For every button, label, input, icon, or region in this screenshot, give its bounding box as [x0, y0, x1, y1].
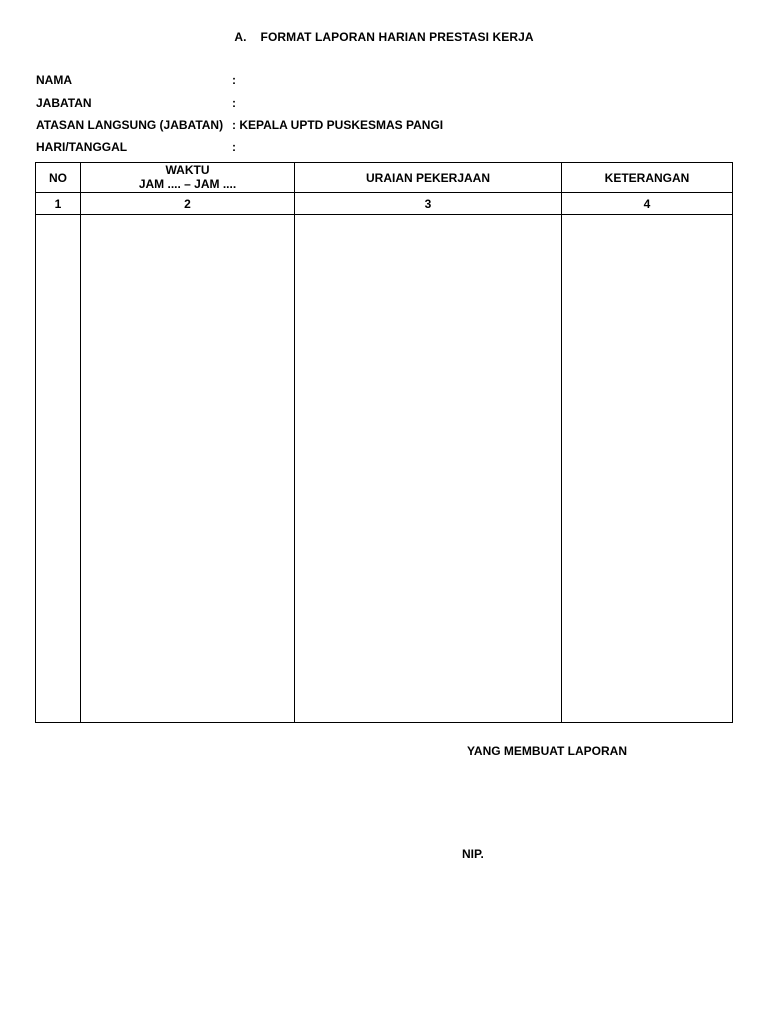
- info-value-hari-tanggal: :: [232, 140, 236, 154]
- column-number-1: [36, 193, 80, 214]
- title-text: FORMAT LAPORAN HARIAN PRESTASI KERJA: [260, 30, 534, 44]
- info-value-jabatan: :: [232, 96, 236, 110]
- nip-label: NIP.: [462, 847, 484, 861]
- column-number-2: [81, 193, 294, 214]
- header-waktu-line2: JAM .... – JAM ....: [138, 176, 237, 191]
- table-body-empty: [36, 215, 732, 722]
- info-value-nama: :: [232, 73, 236, 87]
- column-number-1-label: 1: [54, 196, 62, 211]
- header-uraian: [295, 163, 561, 192]
- header-keterangan-label: KETERANGAN: [604, 170, 690, 185]
- info-value-atasan: : KEPALA UPTD PUSKESMAS PANGI: [232, 118, 444, 132]
- title-prefix: A.: [234, 30, 247, 44]
- info-label-nama: NAMA: [36, 73, 72, 87]
- header-keterangan: [562, 163, 732, 192]
- document-title: [0, 30, 768, 44]
- header-waktu: [81, 161, 294, 192]
- header-waktu-line1: WAKTU: [165, 162, 210, 177]
- column-number-2-label: 2: [184, 196, 191, 211]
- info-label-jabatan: JABATAN: [36, 96, 92, 110]
- info-label-hari-tanggal: HARI/TANGGAL: [36, 140, 128, 154]
- column-number-4-label: 4: [643, 196, 651, 211]
- header-no-label: NO: [49, 170, 67, 185]
- header-no: [36, 163, 80, 192]
- header-uraian-label: URAIAN PEKERJAAN: [365, 170, 490, 185]
- column-number-4: [562, 193, 732, 214]
- info-label-atasan: ATASAN LANGSUNG (JABATAN): [36, 118, 224, 132]
- signer-label: YANG MEMBUAT LAPORAN: [467, 744, 628, 758]
- column-number-3: [295, 193, 561, 214]
- column-number-3-label: 3: [424, 196, 432, 211]
- report-table: [35, 162, 733, 723]
